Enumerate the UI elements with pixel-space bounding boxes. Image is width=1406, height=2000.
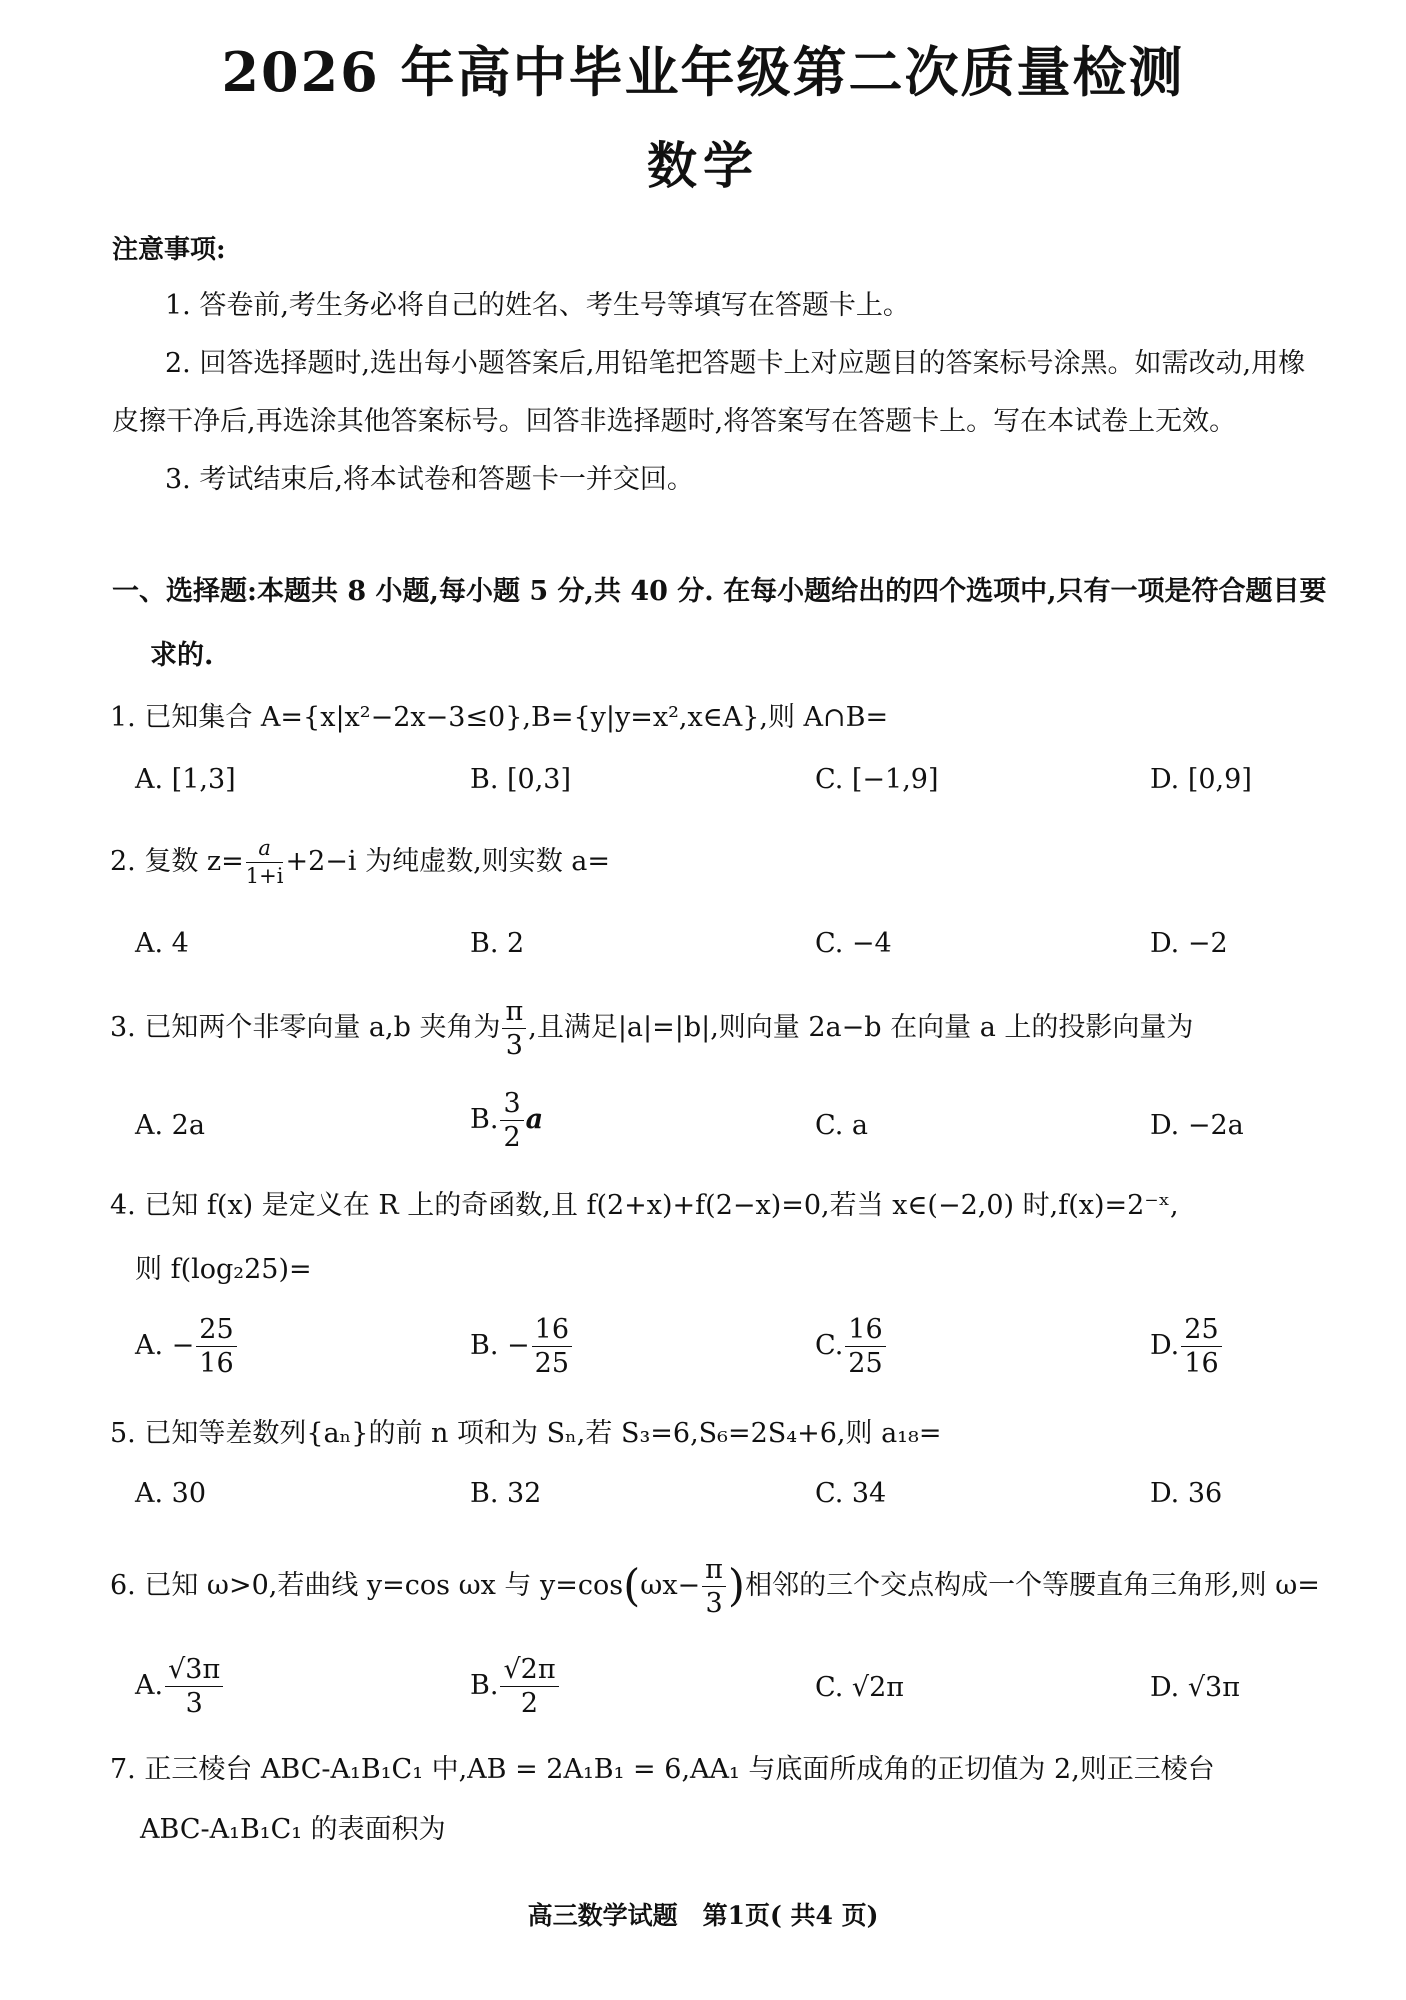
fraction-numerator: 3: [500, 1090, 523, 1121]
question-4-option-d: [1150, 1316, 1224, 1377]
notice-heading: 注意事项:: [112, 235, 226, 265]
option-fraction: [165, 1656, 223, 1717]
fraction-denominator: 16: [199, 1348, 234, 1379]
fraction-denominator: 2: [503, 1122, 521, 1153]
question-4-stem-line-2: 则 f(log₂25)=: [135, 1254, 312, 1285]
question-5-option-a: A. 30: [135, 1478, 207, 1509]
option-fraction: [196, 1316, 236, 1377]
fraction-numerator: 16: [845, 1316, 885, 1347]
fraction-numerator: 25: [1181, 1316, 1221, 1347]
question-2-stem: [110, 838, 610, 887]
paren-inner: ωx−: [640, 1570, 701, 1601]
notice-item-3: 3. 考试结束后,将本试卷和答题卡一并交回。: [165, 464, 694, 495]
fraction-numerator: √3π: [165, 1656, 223, 1687]
question-2-option-a: A. 4: [135, 928, 189, 959]
fraction-numerator: π: [502, 998, 526, 1029]
question-6-option-b: [470, 1656, 561, 1717]
subject-title: 数学: [647, 136, 759, 195]
question-4-option-a: [135, 1316, 239, 1377]
question-7-stem-line-1: 7. 正三棱台 ABC-A₁B₁C₁ 中,AB = 2A₁B₁ = 6,AA₁ 与底面所成角的正切值为 2,则正三棱台: [110, 1754, 1215, 1785]
option-fraction: [500, 1656, 558, 1717]
question-2-option-c: C. −4: [815, 928, 892, 959]
fraction-denominator: 25: [534, 1348, 569, 1379]
question-3-stem-post: ,且满足|a|=|b|,则向量 2a−b 在向量 a 上的投影向量为: [528, 1012, 1194, 1043]
question-3-option-d: D. −2a: [1150, 1110, 1244, 1141]
question-1-option-c: C. [−1,9]: [815, 764, 939, 795]
option-fraction: [532, 1316, 572, 1377]
section-1-heading-line-2: 求的.: [150, 640, 214, 671]
left-paren: (: [623, 1560, 641, 1612]
exam-title: 2026 年高中毕业年级第二次质量检测: [221, 40, 1185, 104]
option-vector: a: [525, 1104, 544, 1135]
question-4-option-c: [815, 1316, 888, 1377]
question-7-stem-line-2: ABC-A₁B₁C₁ 的表面积为: [140, 1814, 446, 1845]
option-fraction: [845, 1316, 885, 1377]
question-4-option-b: [470, 1316, 574, 1377]
fraction-denominator: 3: [505, 1030, 523, 1061]
question-3-fraction: [502, 998, 526, 1059]
question-1-stem: 1. 已知集合 A={x|x²−2x−3≤0},B={y|y=x²,x∈A},则 A∩B=: [110, 702, 889, 733]
fraction-denominator: 3: [705, 1588, 723, 1619]
page-footer: 高三数学试题 第1页( 共4 页): [527, 1901, 879, 1930]
fraction-numerator: 16: [532, 1316, 572, 1347]
question-3-stem-pre: 3. 已知两个非零向量 a,b 夹角为: [110, 1012, 501, 1043]
question-6-option-a: [135, 1656, 225, 1717]
question-4-stem: 4. 已知 f(x) 是定义在 R 上的奇函数,且 f(2+x)+f(2−x)=0,若当 x∈(−2,0) 时,f(x)=2⁻ˣ,: [110, 1190, 1179, 1221]
option-label: B. −: [470, 1330, 530, 1361]
question-6-stem: [110, 1556, 1320, 1617]
question-2-fraction: [246, 838, 284, 887]
option-label: A.: [135, 1670, 164, 1701]
question-2-option-b: B. 2: [470, 928, 525, 959]
question-6-option-c: C. √2π: [815, 1672, 904, 1703]
fraction-denominator: 25: [848, 1348, 883, 1379]
question-6-stem-post: 相邻的三个交点构成一个等腰直角三角形,则 ω=: [745, 1570, 1320, 1601]
question-5-stem: 5. 已知等差数列{aₙ}的前 n 项和为 Sₙ,若 S₃=6,S₆=2S₄+6,则 a₁₈=: [110, 1418, 942, 1449]
notice-item-1: 1. 答卷前,考生务必将自己的姓名、考生号等填写在答题卡上。: [165, 290, 910, 321]
option-label: A. −: [135, 1330, 195, 1361]
fraction-denominator: 2: [520, 1688, 539, 1719]
notice-item-2-line-2: 皮擦干净后,再选涂其他答案标号。回答非选择题时,将答案写在答题卡上。写在本试卷上无效。: [112, 406, 1237, 437]
section-1-heading-line-1: 一、选择题:本题共 8 小题,每小题 5 分,共 40 分. 在每小题给出的四个选项中,只有一项是符合题目要: [112, 576, 1327, 607]
right-paren: ): [727, 1560, 746, 1612]
question-3-option-c: C. a: [815, 1110, 868, 1141]
option-fraction: [500, 1090, 523, 1151]
question-6-stem-pre: 6. 已知 ω>0,若曲线 y=cos ωx 与 y=cos: [110, 1570, 624, 1601]
option-fraction: [1181, 1316, 1221, 1377]
option-label: D.: [1150, 1330, 1180, 1361]
fraction-denominator: 1+i: [245, 864, 284, 888]
question-6-fraction: [702, 1556, 726, 1617]
option-label: C.: [815, 1330, 844, 1361]
question-5-option-c: C. 34: [815, 1478, 887, 1509]
option-label: B.: [470, 1104, 499, 1135]
fraction-numerator: π: [702, 1556, 726, 1587]
question-3-option-a: A. 2a: [135, 1110, 205, 1141]
question-1-option-b: B. [0,3]: [470, 764, 572, 795]
question-6-option-d: D. √3π: [1150, 1672, 1240, 1703]
question-3-option-b: [470, 1090, 543, 1151]
question-1-option-d: D. [0,9]: [1150, 764, 1252, 795]
fraction-numerator: √2π: [500, 1656, 558, 1687]
question-2-stem-pre: 2. 复数 z=: [110, 846, 244, 877]
fraction-numerator: a: [246, 838, 284, 863]
option-label: B.: [470, 1670, 499, 1701]
fraction-numerator: 25: [196, 1316, 236, 1347]
notice-item-2-line-1: 2. 回答选择题时,选出每小题答案后,用铅笔把答题卡上对应题目的答案标号涂黑。如需改动,用橡: [165, 348, 1306, 379]
question-3-stem: [110, 998, 1193, 1059]
fraction-denominator: 3: [185, 1688, 203, 1719]
question-5-option-d: D. 36: [1150, 1478, 1223, 1509]
question-2-stem-post: +2−i 为纯虚数,则实数 a=: [285, 846, 610, 877]
fraction-denominator: 16: [1184, 1348, 1219, 1379]
question-2-option-d: D. −2: [1150, 928, 1228, 959]
question-5-option-b: B. 32: [470, 1478, 542, 1509]
question-1-option-a: A. [1,3]: [135, 764, 236, 795]
